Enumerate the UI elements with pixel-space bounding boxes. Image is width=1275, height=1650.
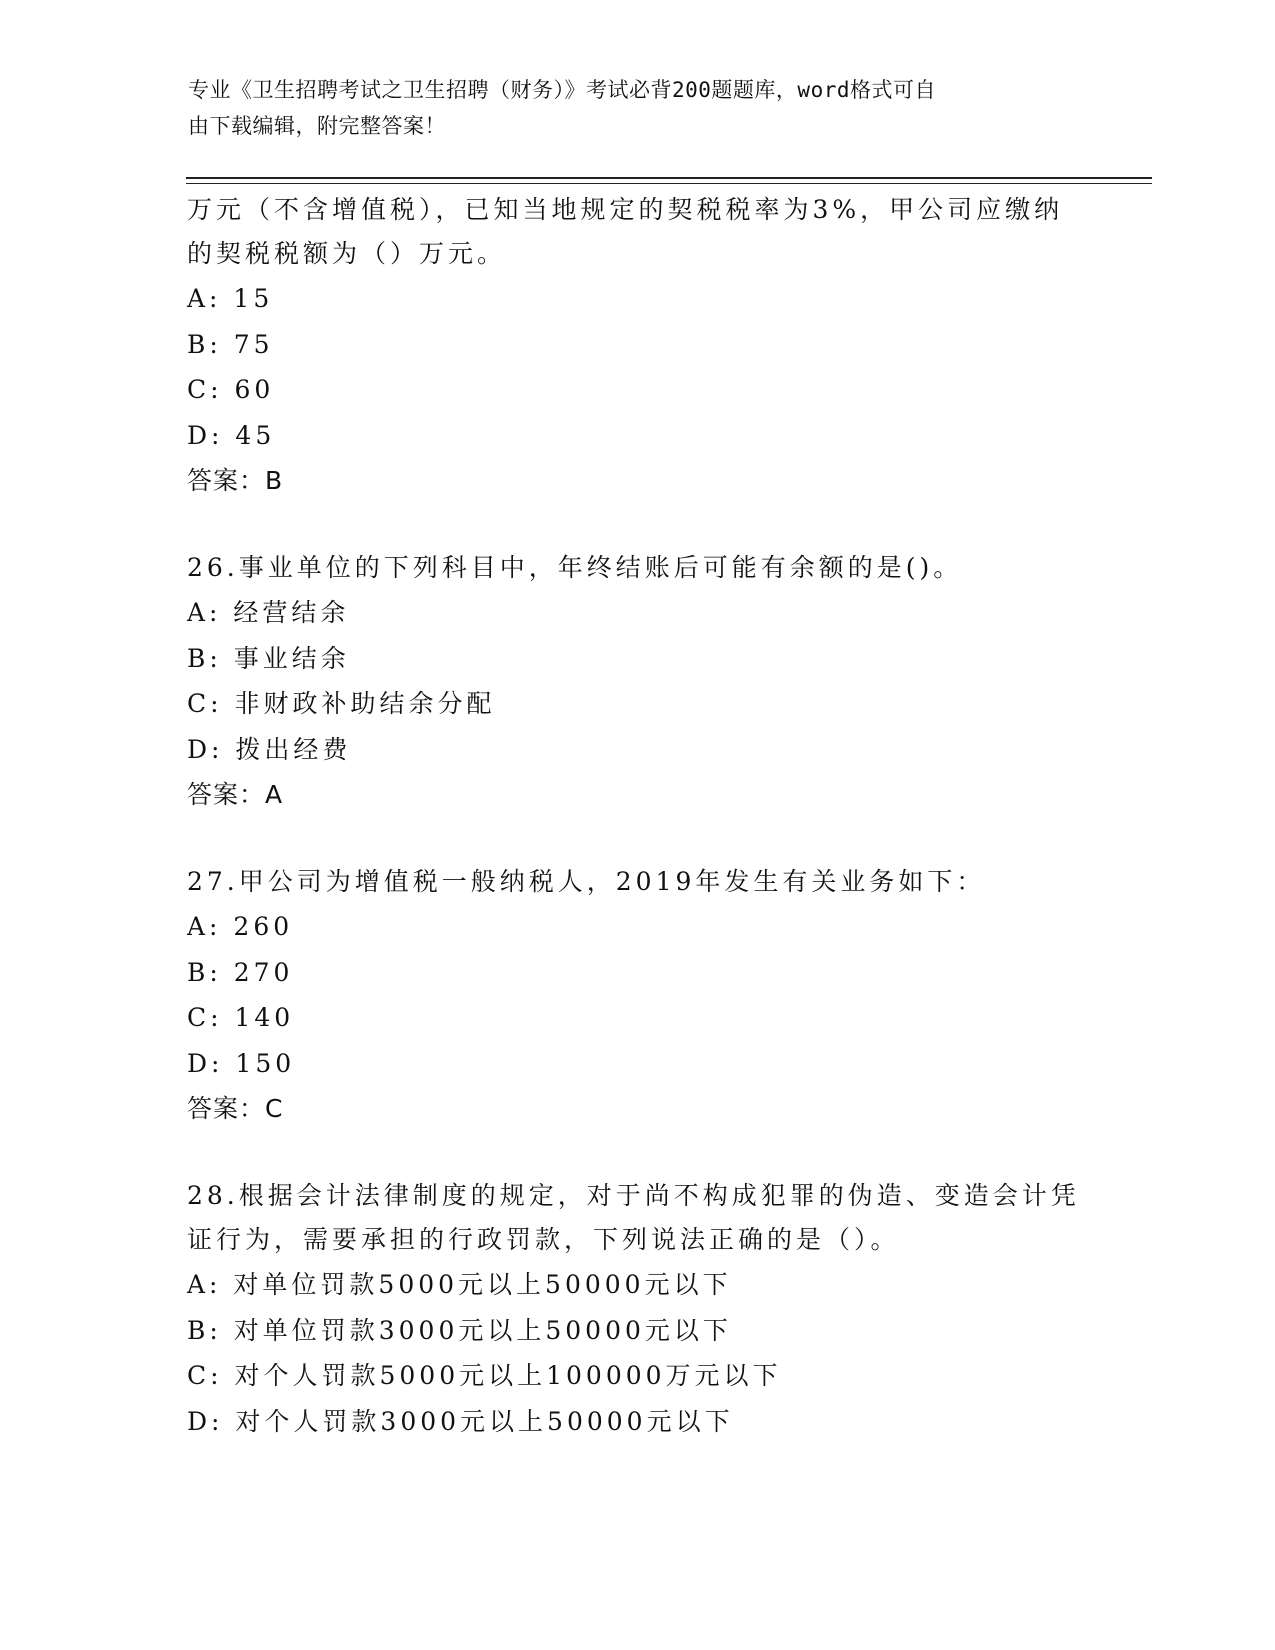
option-c: C: 对个人罚款5000元以上100000万元以下 <box>187 1361 782 1390</box>
option-d: D: 拨出经费 <box>187 734 352 764</box>
question-27 <box>187 860 1087 1132</box>
option-d: D: 对个人罚款3000元以上50000元以下 <box>187 1406 734 1436</box>
answer-label: 答案：A <box>187 780 284 809</box>
header-rule-thick <box>186 177 1152 179</box>
option-d: D: 45 <box>187 420 276 450</box>
header-rule-thin <box>186 183 1152 184</box>
option-a: A: 经营结余 <box>187 598 350 627</box>
option-c: C: 非财政补助结余分配 <box>187 689 496 718</box>
question-stem-line: 26.事业单位的下列科目中，年终结账后可能有余额的是()。 <box>187 553 963 582</box>
document-body <box>187 188 1087 1444</box>
option-b: B: 270 <box>187 957 294 987</box>
header-line-1: 专业《卫生招聘考试之卫生招聘（财务）》考试必背200题题库，word格式可自 <box>188 78 936 102</box>
option-c: C: 140 <box>187 1003 295 1032</box>
page-header <box>188 72 1068 144</box>
option-b: B: 事业结余 <box>187 643 350 673</box>
question-stem-line: 27.甲公司为增值税一般纳税人，2019年发生有关业务如下： <box>187 867 986 896</box>
option-b: B: 75 <box>187 329 274 359</box>
option-d: D: 150 <box>187 1048 296 1078</box>
question-stem-line: 28.根据会计法律制度的规定，对于尚不构成犯罪的伪造、变造会计凭 <box>187 1181 1080 1210</box>
option-a: A: 260 <box>187 912 294 941</box>
question-28 <box>187 1174 1087 1444</box>
question-stem-line: 证行为，需要承担的行政罚款，下列说法正确的是（）。 <box>187 1225 900 1254</box>
header-line-2: 由下载编辑，附完整答案！ <box>188 114 446 138</box>
question-stem-line: 万元（不含增值税），已知当地规定的契税税率为3%，甲公司应缴纳 <box>187 195 1064 224</box>
option-a: A: 对单位罚款5000元以上50000元以下 <box>187 1270 732 1299</box>
option-b: B: 对单位罚款3000元以上50000元以下 <box>187 1315 732 1345</box>
answer-label: 答案：B <box>187 466 284 495</box>
question-25 <box>187 188 1087 504</box>
option-c: C: 60 <box>187 375 275 404</box>
question-26 <box>187 546 1087 818</box>
answer-label: 答案：C <box>187 1094 284 1123</box>
option-a: A: 15 <box>187 284 274 313</box>
question-stem-line: 的契税税额为（）万元。 <box>187 239 507 268</box>
